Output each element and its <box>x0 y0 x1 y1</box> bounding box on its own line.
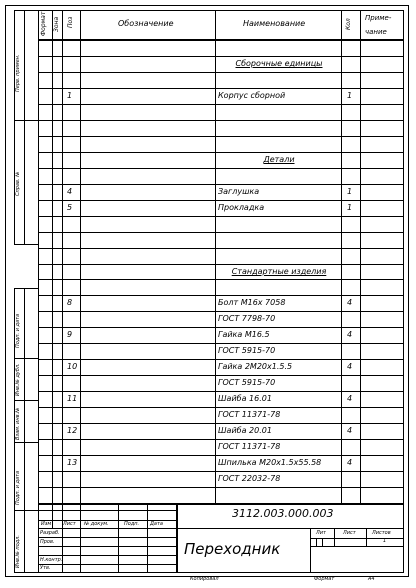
podp-data-label-1: Подп. и дата <box>15 313 21 348</box>
row-pos: 12 <box>67 426 78 435</box>
row-qty: 1 <box>347 187 353 196</box>
table-row <box>38 327 404 343</box>
row-name: Болт М16х 7058 <box>218 298 286 307</box>
row-qty: 4 <box>347 330 353 339</box>
row-name: Прокладка <box>218 203 265 212</box>
table-row <box>38 343 404 359</box>
header-name: Наименование <box>243 19 306 28</box>
tb-col-izm: Изм <box>41 521 52 527</box>
table-row <box>38 184 404 200</box>
tb-lit: Лит <box>316 530 326 536</box>
row-name: Гайка М16.5 <box>218 330 270 339</box>
row-name: Шайба 20.01 <box>218 426 272 435</box>
perv-primen-label: Перв. примен. <box>15 54 21 92</box>
header-note-1: Приме- <box>365 14 392 22</box>
footer-copied: Копировал <box>190 576 219 582</box>
row-pos: 9 <box>67 330 73 339</box>
tb-col-data: Дата <box>150 521 163 527</box>
tb-razrab: Разраб. <box>40 530 60 536</box>
row-pos: 5 <box>67 203 73 212</box>
table-row <box>38 391 404 407</box>
row-name: ГОСТ 11371-78 <box>218 442 281 451</box>
row-line <box>38 216 404 217</box>
table-row <box>38 455 404 471</box>
tb-n-kontr: Н.контр. <box>40 557 63 563</box>
sprav-no-label: Справ. № <box>15 171 21 196</box>
header-note-2: чание <box>365 28 387 36</box>
row-pos: 1 <box>67 91 73 100</box>
row-qty: 4 <box>347 426 353 435</box>
tb-designation: 3112.003.000.003 <box>232 507 334 520</box>
section-title: Сборочные единицы <box>235 59 323 68</box>
table-row <box>38 423 404 439</box>
table-row <box>38 471 404 487</box>
inv-podl-label: Инв.№ подл. <box>15 535 21 568</box>
row-qty: 1 <box>347 91 353 100</box>
tb-col-list: Лист <box>63 521 76 527</box>
section-row <box>38 56 404 72</box>
footer-format-value: А4 <box>368 576 375 582</box>
row-pos: 8 <box>67 298 73 307</box>
row-line <box>38 120 404 121</box>
row-qty: 4 <box>347 298 353 307</box>
row-pos: 4 <box>67 187 73 196</box>
row-qty: 1 <box>347 203 353 212</box>
table-row <box>38 295 404 311</box>
row-name: Гайка 2М20х1.5.5 <box>218 362 293 371</box>
row-name: Корпус сборной <box>218 91 286 100</box>
row-line <box>38 136 404 137</box>
row-pos: 11 <box>67 394 78 403</box>
header-zone: Зона <box>53 16 60 32</box>
row-name: Заглушка <box>218 187 260 196</box>
tb-doc-title: Переходник <box>184 540 281 558</box>
row-pos: 13 <box>67 458 78 467</box>
header-qty: Кол <box>345 18 352 30</box>
header-pos: Поз <box>67 16 74 28</box>
table-row <box>38 439 404 455</box>
section-row <box>38 152 404 168</box>
tb-utv: Утв. <box>40 565 51 571</box>
section-title: Стандартные изделия <box>231 267 327 276</box>
row-qty: 4 <box>347 458 353 467</box>
header-designation: Обозначение <box>118 19 174 28</box>
tb-prov: Пров. <box>40 539 55 545</box>
row-qty: 4 <box>347 362 353 371</box>
podp-data-label-2: Подп. и дата <box>15 470 21 505</box>
inv-dubl-label: Инв.№ дубл. <box>15 363 21 396</box>
vzam-inv-label: Взам. инв.№ <box>15 407 21 440</box>
row-name: ГОСТ 11371-78 <box>218 410 281 419</box>
row-name: Шайба 16.01 <box>218 394 272 403</box>
table-row <box>38 375 404 391</box>
table-row <box>38 311 404 327</box>
table-row <box>38 359 404 375</box>
row-line <box>38 168 404 169</box>
row-line <box>38 104 404 105</box>
row-qty: 4 <box>347 394 353 403</box>
row-name: ГОСТ 5915-70 <box>218 346 276 355</box>
table-row <box>38 407 404 423</box>
section-title: Детали <box>263 155 295 164</box>
row-line <box>38 72 404 73</box>
upper-side-strip <box>14 10 38 245</box>
header-format: Формат <box>40 11 47 36</box>
row-name: ГОСТ 7798-70 <box>218 314 276 323</box>
row-name: ГОСТ 5915-70 <box>218 378 276 387</box>
tb-listov: Листов <box>372 530 391 536</box>
row-name: ГОСТ 22032-78 <box>218 474 281 483</box>
tb-col-doc: № докум. <box>84 521 109 527</box>
table-row <box>38 88 404 104</box>
tb-sheet-num: 1 <box>383 538 387 544</box>
footer-format: Формат <box>314 576 335 582</box>
tb-col-podp: Подп. <box>124 521 140 527</box>
row-line <box>38 487 404 488</box>
section-row <box>38 264 404 280</box>
row-line <box>38 248 404 249</box>
tb-list: Лист <box>343 530 356 536</box>
row-name: Шпилька М20х1.5х55.58 <box>218 458 322 467</box>
row-line <box>38 232 404 233</box>
table-row <box>38 200 404 216</box>
row-pos: 10 <box>67 362 78 371</box>
